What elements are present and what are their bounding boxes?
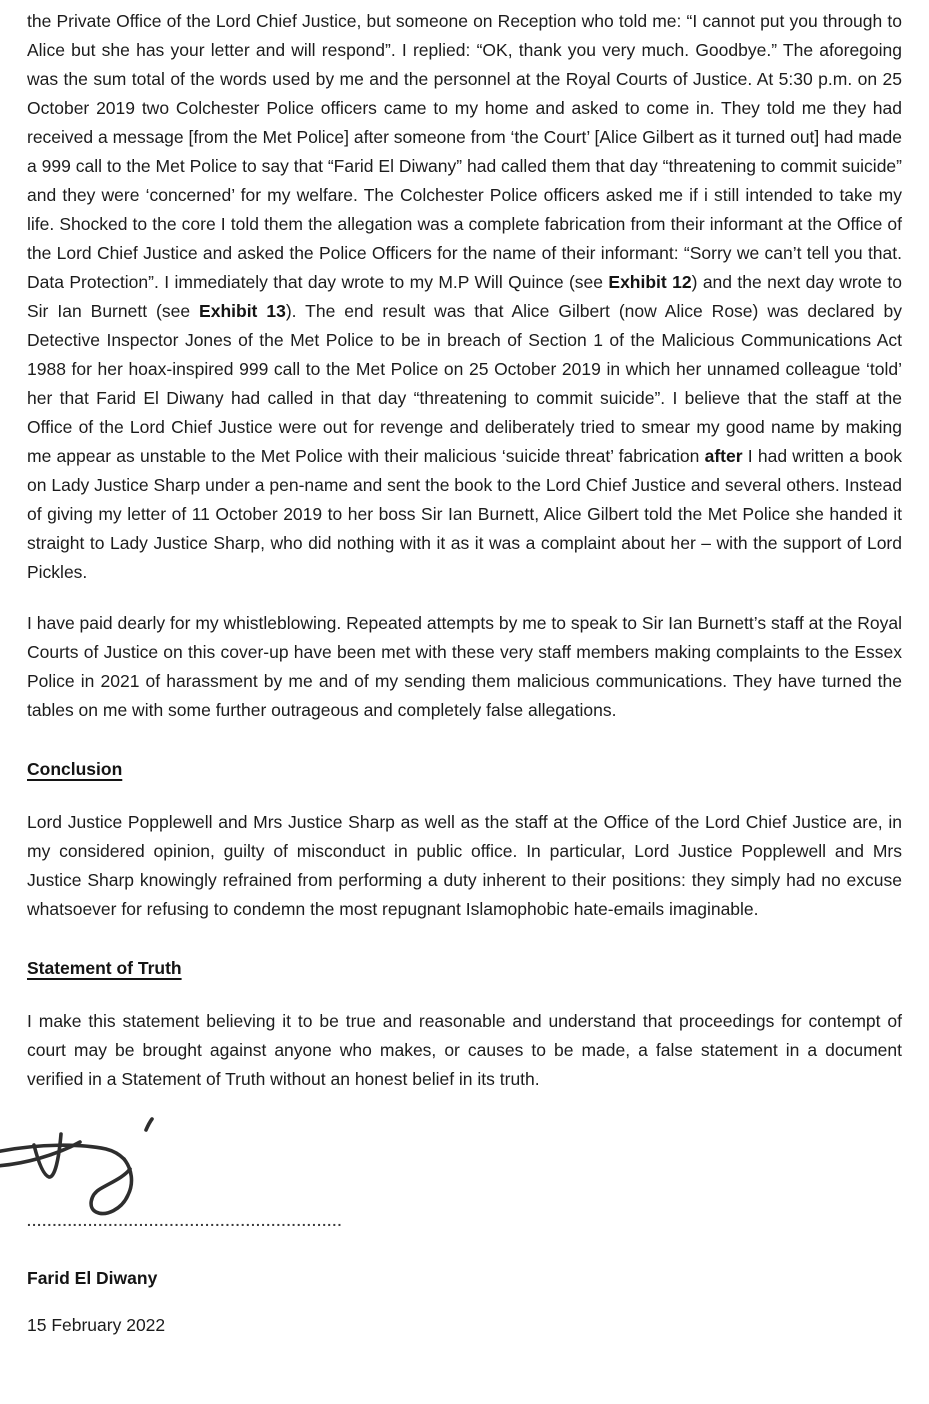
exhibit-13-reference: Exhibit 13 bbox=[199, 301, 286, 321]
conclusion-heading: Conclusion bbox=[27, 759, 123, 779]
paragraph-main-part2: ) and the next day wrote to Sir Ian Burnett (see bbox=[27, 272, 902, 321]
signature-loop-stroke bbox=[91, 1159, 131, 1213]
signature-block bbox=[27, 1116, 902, 1336]
paragraph-conclusion: Lord Justice Popplewell and Mrs Justice Sharp as well as the staff at the Office of the Lord Chief Justice are, in my considered opinion, guilty of misconduct in public office. In particular, Lord Justice Popplewell and Mrs Justice Sharp knowingly refrained from performing a duty inherent to their positions: they simply had no excuse whatsoever for refusing to condemn the most repugnant Islamophobic hate-emails imaginable. bbox=[27, 812, 902, 919]
signer-name: Farid El Diwany bbox=[27, 1268, 158, 1288]
paragraph-whistleblowing: I have paid dearly for my whistleblowing. Repeated attempts by me to speak to Sir Ian Burnett’s staff at the Royal Courts of Justice on this cover-up have been met with these very staff members making complaints to the Essex Police in 2021 of harassment by me and of my sending them malicious communications. They have turned the tables on me with some further outrageous and completely false allegations. bbox=[27, 613, 902, 720]
exhibit-12-reference: Exhibit 12 bbox=[608, 272, 692, 292]
paragraph-main-part3: ). The end result was that Alice Gilbert (now Alice Rose) was declared by Detective Inspector Jones of the Met Police to be in breach of Section 1 of the Malicious Communications Act 1988 for her hoax-inspired 999 call to the Met Police on 25 October 2019 in which her unnamed colleague ‘told’ her that Farid El Diwany had called in that day “threatening to commit suicide”. I believe that the staff at the Office of the Lord Chief Justice were out for revenge and deliberately tried to smear my good name by making me appear as unstable to the Met Police with their malicious ‘suicide threat’ fabrication bbox=[27, 301, 902, 466]
signature-date: 15 February 2022 bbox=[27, 1315, 166, 1335]
emphasis-after: after bbox=[704, 446, 743, 466]
statement-of-truth-heading: Statement of Truth bbox=[27, 958, 182, 978]
signature-dotted-line: .............................................................. bbox=[27, 1213, 343, 1229]
paragraph-main bbox=[27, 7, 902, 587]
signature-tick-stroke bbox=[146, 1119, 152, 1130]
paragraph-statement-of-truth: I make this statement believing it to be true and reasonable and understand that proceedings for contempt of court may be brought against anyone who makes, or causes to be made, a false statement in a document verified in a Statement of Truth without an honest belief in its truth. bbox=[27, 1011, 902, 1089]
paragraph-main-part4: I had written a book on Lady Justice Sharp under a pen-name and sent the book to the Lord Chief Justice and several others. Instead of giving my letter of 11 October 2019 to her boss Sir Ian Burnett, Alice Gilbert told the Met Police she handed it straight to Lady Justice Sharp, who did nothing with it as it was a complaint about her – with the support of Lord Pickles. bbox=[27, 446, 902, 582]
paragraph-main-part1: the Private Office of the Lord Chief Justice, but someone on Reception who told me: “I cannot put you through to Alice but she has your letter and will respond”. I replied: “OK, thank you very much. Goodbye.” The aforegoing was the sum total of the words used by me and the personnel at the Royal Courts of Justice. At 5:30 p.m. on 25 October 2019 two Colchester Police officers came to my home and asked to come in. They told me they had received a message [from the Met Police] after someone from ‘the Court’ [Alice Gilbert as it turned out] had made a 999 call to the Met Police to say that “Farid El Diwany” had called them that day “threatening to commit suicide” and they were ‘concerned’ for my welfare. The Colchester Police officers asked me if i still intended to take my life. Shocked to the core I told them the allegation was a complete fabrication from their informant at the Office of the Lord Chief Justice and asked the Police Officers for the name of their informant: “Sorry we can’t tell you that. Data Protection”. I immediately that day wrote to my M.P Will Quince (see bbox=[27, 11, 902, 292]
handwritten-signature-image bbox=[0, 1116, 300, 1220]
